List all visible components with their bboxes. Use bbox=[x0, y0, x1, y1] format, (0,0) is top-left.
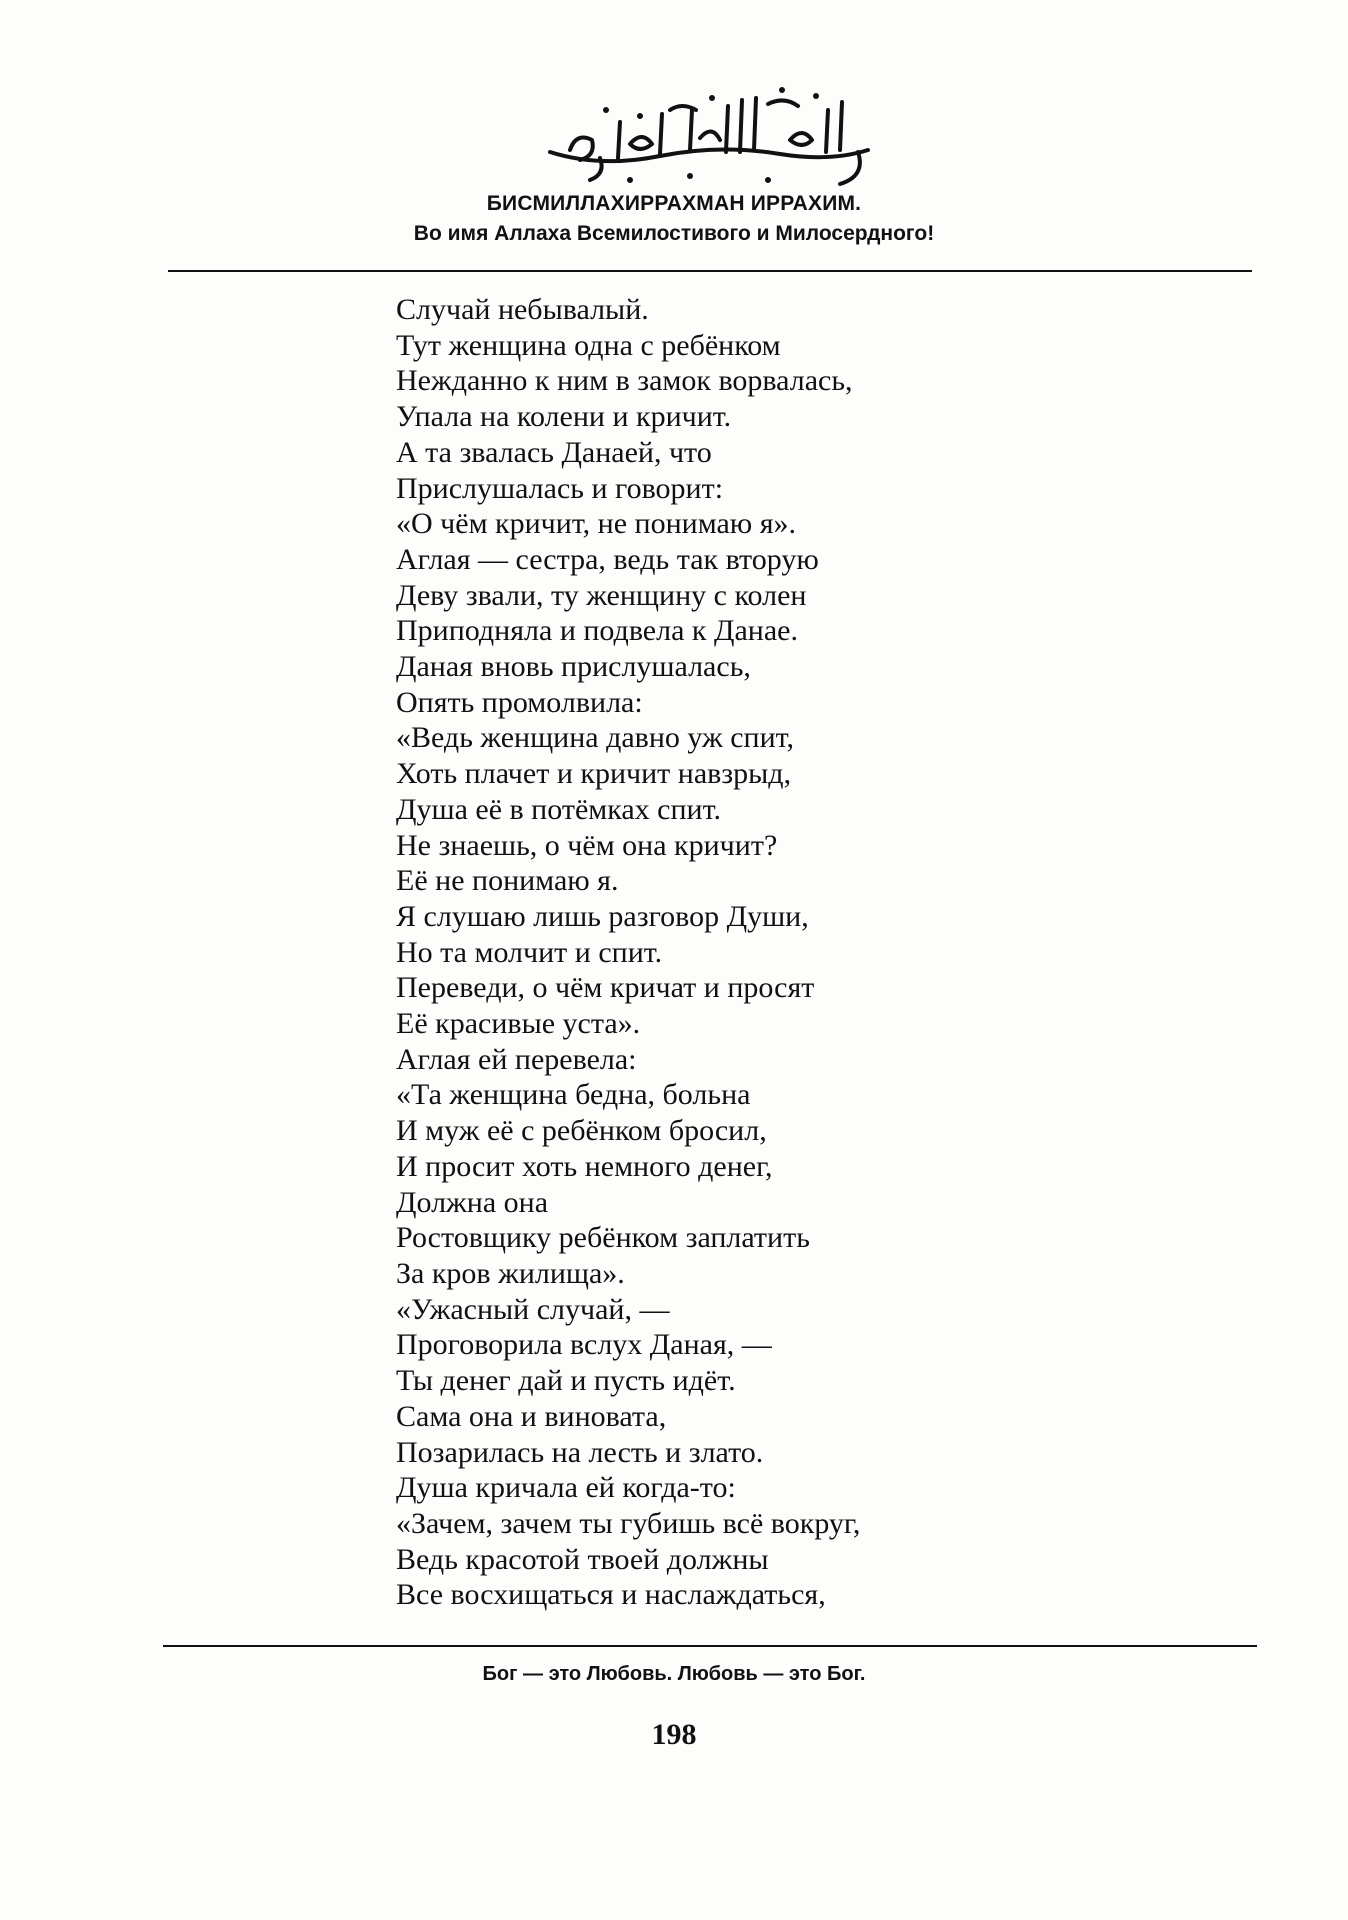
poem-line: Все восхищаться и наслаждаться, bbox=[396, 1578, 826, 1612]
footer-motto: Бог — это Любовь. Любовь — это Бог. bbox=[482, 1663, 866, 1685]
poem-line: «Зачем, зачем ты губишь всё вокруг, bbox=[396, 1506, 861, 1540]
poem-line: Приподняла и подвела к Данае. bbox=[396, 614, 798, 648]
poem-line: Душа её в потёмках спит. bbox=[396, 792, 721, 826]
poem-line: Не знаешь, о чём она кричит? bbox=[396, 828, 778, 862]
poem-line: И муж её с ребёнком бросил, bbox=[396, 1114, 767, 1148]
poem-line: Хоть плачет и кричит навзрыд, bbox=[396, 757, 792, 791]
poem-line: Даная вновь прислушалась, bbox=[396, 650, 751, 684]
poem-line: Позарилась на лесть и злато. bbox=[396, 1435, 764, 1469]
poem-line: Сама она и виновата, bbox=[396, 1399, 667, 1433]
poem-line: Ты денег дай и пусть идёт. bbox=[396, 1364, 736, 1398]
poem-line: «Ужасный случай, — bbox=[396, 1292, 670, 1326]
poem-line: Ростовщику ребёнком заплатить bbox=[396, 1221, 810, 1255]
poem-line: И просит хоть немного денег, bbox=[396, 1149, 773, 1183]
header-title: БИСМИЛЛАХИРРАХМАН ИРРАХИМ. bbox=[486, 192, 862, 215]
poem-text bbox=[396, 292, 1096, 1613]
poem-line: Проговорила вслух Даная, — bbox=[396, 1328, 772, 1362]
poem-line: Нежданно к ним в замок ворвалась, bbox=[396, 364, 853, 398]
poem-line: «Ведь женщина давно уж спит, bbox=[396, 721, 795, 755]
bottom-divider bbox=[163, 1645, 1257, 1647]
poem-line: Аглая — сестра, ведь так вторую bbox=[396, 542, 819, 576]
page-number: 198 bbox=[651, 1718, 697, 1751]
poem-line: Опять промолвила: bbox=[396, 685, 643, 719]
poem-line: «Та женщина бедна, больна bbox=[396, 1078, 751, 1112]
poem-line: Случай небывалый. bbox=[396, 293, 649, 326]
top-divider bbox=[168, 270, 1252, 272]
poem-line: Прислушалась и говорит: bbox=[396, 471, 724, 505]
poem-line: «О чём кричит, не понимаю я». bbox=[396, 507, 797, 541]
poem-line: Душа кричала ей когда-то: bbox=[396, 1471, 736, 1505]
poem-line: Но та молчит и спит. bbox=[396, 935, 663, 969]
poem-line: Ведь красотой твоей должны bbox=[396, 1542, 769, 1576]
poem-line: Упала на колени и кричит. bbox=[396, 400, 732, 434]
arabic-bismillah-calligraphy-icon bbox=[540, 80, 880, 190]
header-subtitle: Во имя Аллаха Всемилостивого и Милосердного! bbox=[413, 222, 935, 245]
poem-line: За кров жилища». bbox=[396, 1256, 625, 1290]
poem-line: Её не понимаю я. bbox=[396, 864, 619, 898]
poem-line: Тут женщина одна с ребёнком bbox=[396, 328, 781, 362]
poem-line: А та звалась Данаей, что bbox=[396, 435, 712, 469]
poem-line: Деву звали, ту женщину с колен bbox=[396, 578, 807, 612]
poem-line: Аглая ей перевела: bbox=[396, 1042, 637, 1076]
poem-line: Переведи, о чём кричат и просят bbox=[396, 971, 815, 1005]
poem-line: Её красивые уста». bbox=[396, 1007, 641, 1041]
poem-line: Должна она bbox=[396, 1185, 549, 1219]
poem-line: Я слушаю лишь разговор Души, bbox=[396, 899, 809, 933]
